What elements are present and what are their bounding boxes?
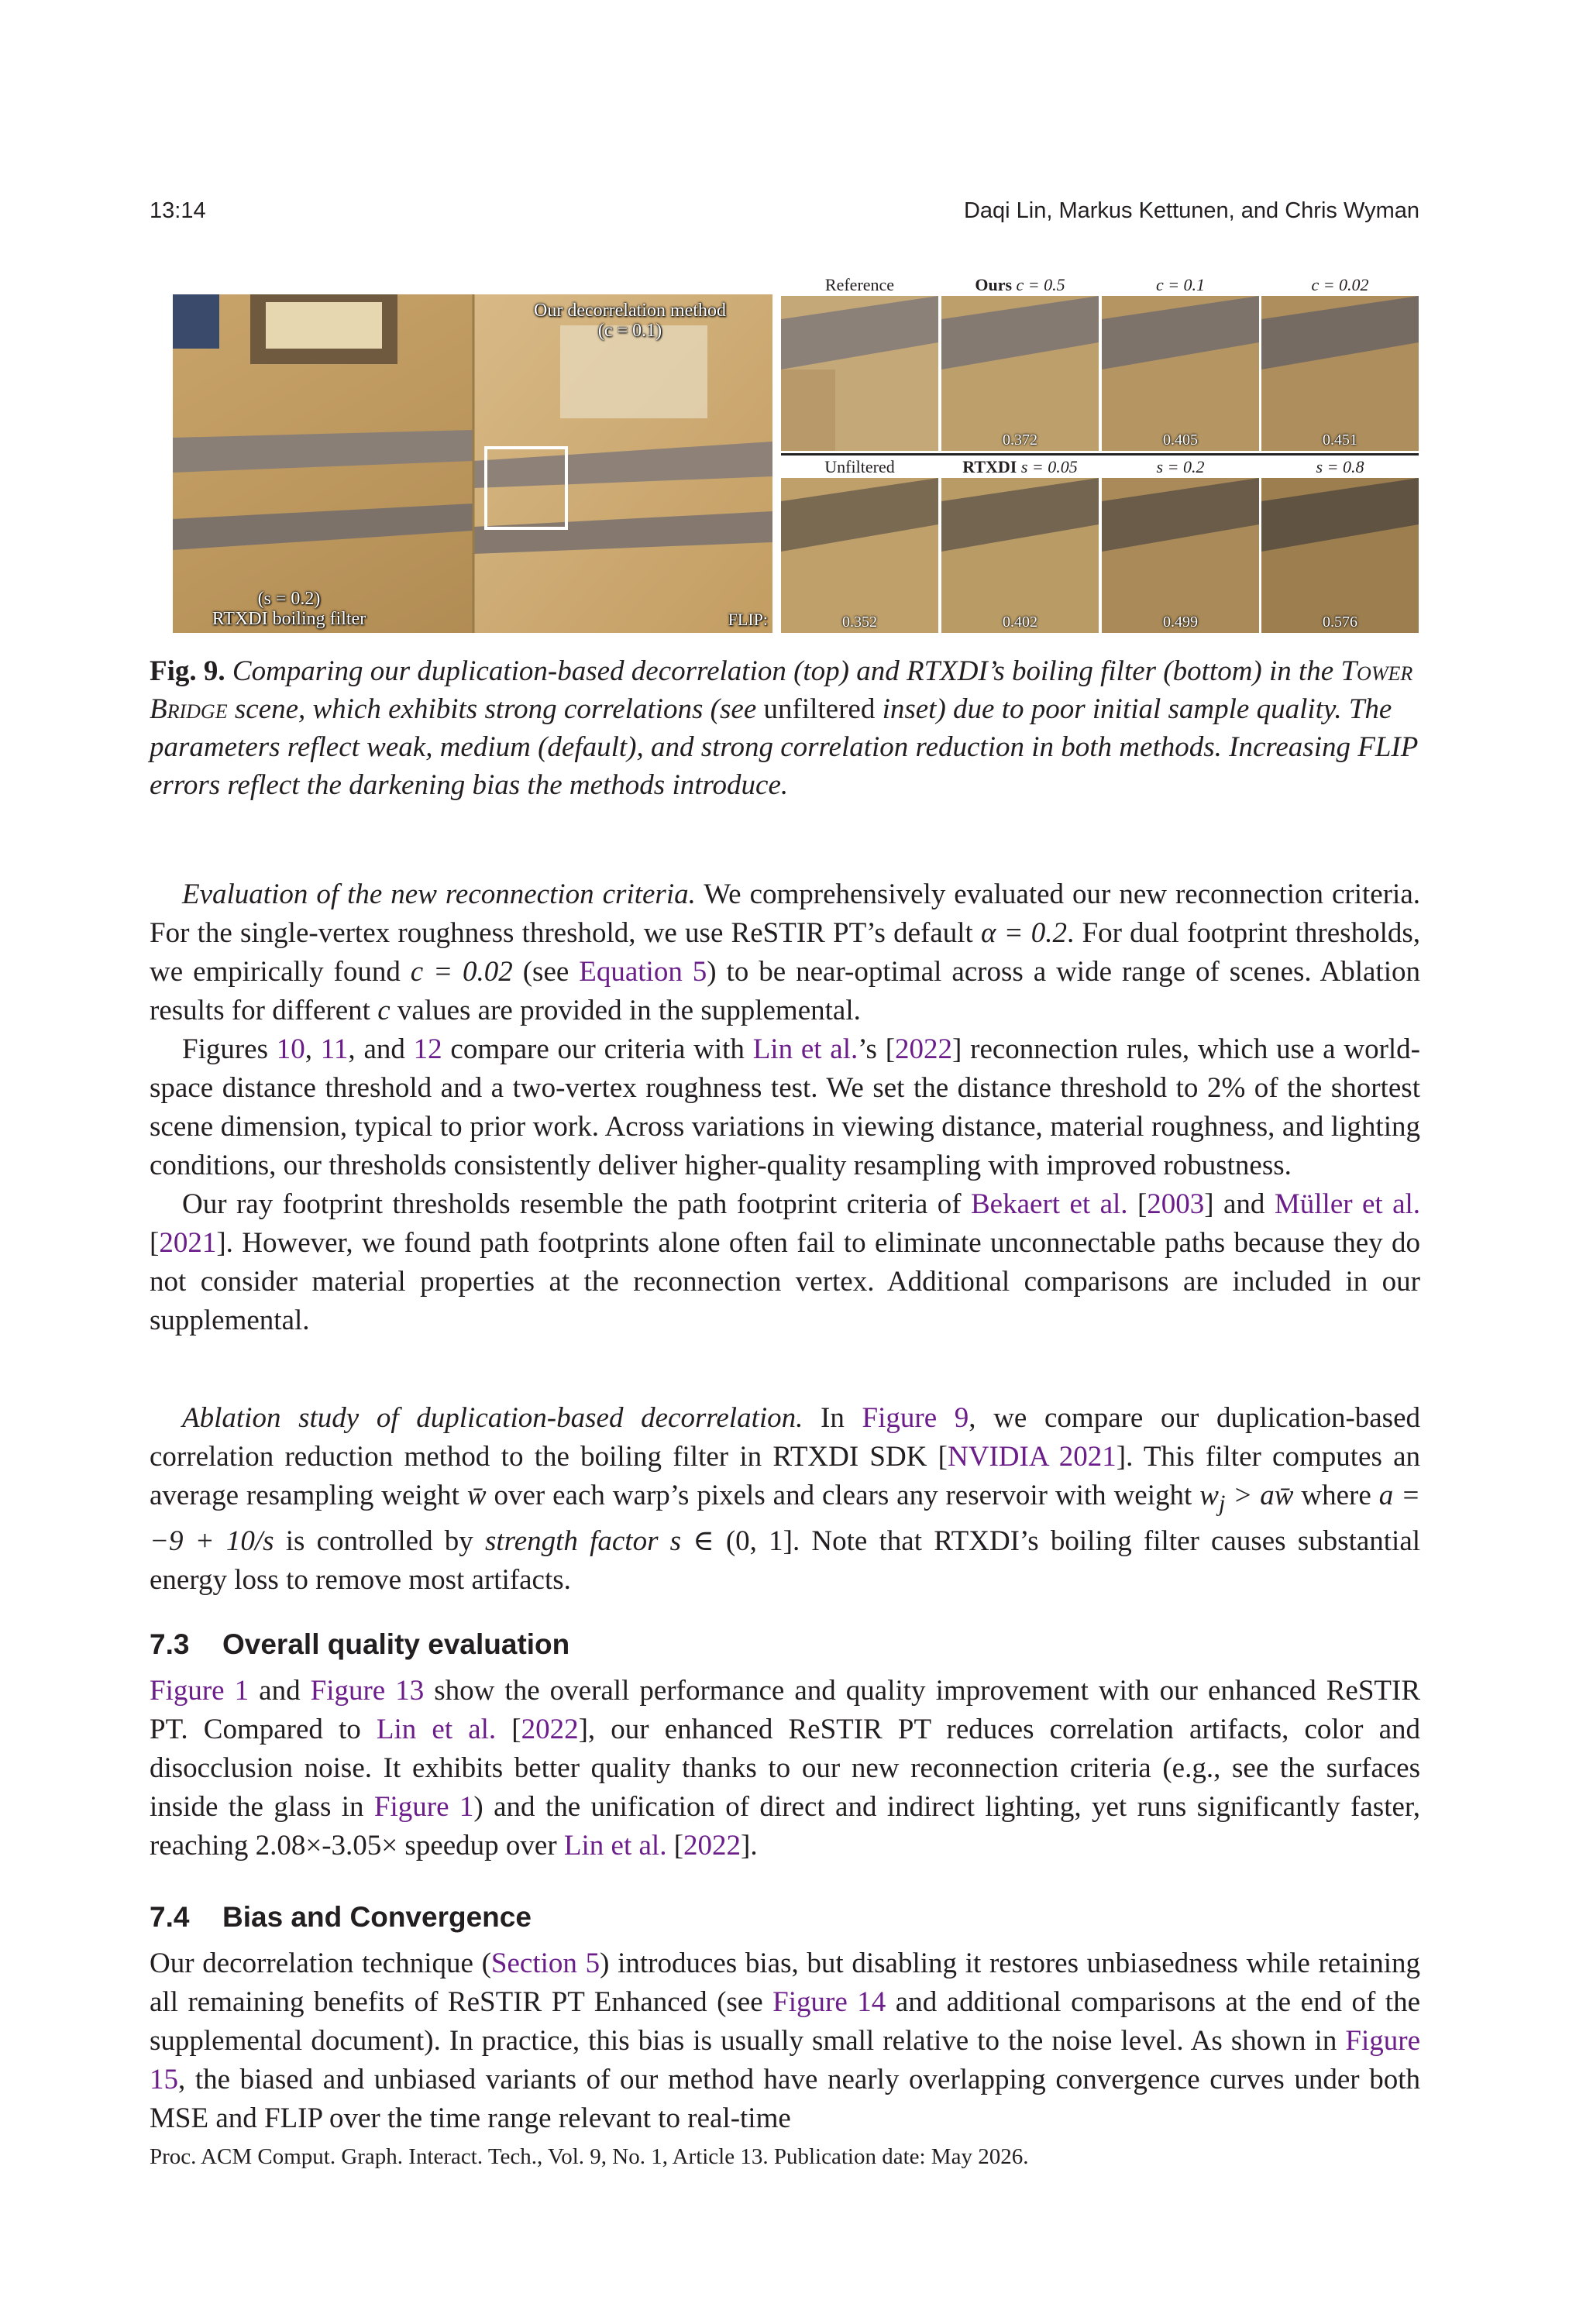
- boiling-filter-label: [188, 589, 390, 629]
- para-ablation: Ablation study of duplication-based decorrelation. In Figure 9, we compare our duplication-based correlation reduction method to the boiling filter in RTXDI SDK [NVIDIA 2021]. This filter computes an average resampling weight w̄ over each warp’s pixels and clears any reservoir with weight $w_j$ > aw̄ where a = −9 + 10/s is controlled by strength factor s ∈ (0, 1]. Note that RTXDI’s boiling filter causes substantial energy loss to remove most artifacts.: [150, 1402, 1421, 1597]
- running-header: [150, 198, 1419, 226]
- head-rtxdi-bold: RTXDI: [962, 457, 1017, 476]
- caption-part1: Comparing our duplication-based decorrelation (top) and RTXDI’s boiling filter (bottom) in the: [232, 655, 1334, 687]
- run-in-heading: Evaluation of the new reconnection criteria.: [182, 878, 696, 910]
- page-footer: Proc. ACM Comput. Graph. Interact. Tech., Vol. 9, No. 1, Article 13. Publication date: May 2026.: [150, 2144, 1029, 2169]
- figure-caption: [150, 652, 1420, 804]
- link-muller[interactable]: Müller et al.: [1274, 1188, 1421, 1220]
- head-reference: Reference: [824, 275, 895, 294]
- header-authors: Daqi Lin, Markus Kettunen, and Chris Wyman: [963, 198, 1419, 223]
- inset-rtxdi-s005: [941, 478, 1099, 633]
- caption-label: Fig. 9.: [150, 655, 225, 687]
- link-figure-10[interactable]: 10: [276, 1033, 305, 1065]
- inset-unfiltered: [781, 478, 938, 633]
- link-lin-et-al-3[interactable]: Lin et al.: [563, 1830, 667, 1862]
- link-bekaert[interactable]: Bekaert et al.: [971, 1188, 1128, 1220]
- link-2022[interactable]: 2022: [895, 1033, 953, 1065]
- flip-unfiltered: 0.352: [842, 614, 877, 631]
- flip-c002: 0.451: [1323, 431, 1357, 449]
- head-s02: [1102, 457, 1259, 477]
- head-unfiltered: Unfiltered: [824, 457, 895, 476]
- para-ray-footprint: Our ray footprint thresholds resemble the path footprint criteria of Bekaert et al. [2003] and Müller et al. [2021]. However, we found path footprints alone often fail to eliminate unconnectable paths because they do not consider material properties at the reconnection vertex. Additional comparisons are included in our supplemental.: [150, 1188, 1421, 1336]
- link-2022-b[interactable]: 2022: [521, 1714, 579, 1745]
- head-c01: [1102, 275, 1259, 295]
- section-7-3-heading: 7.3 Overall quality evaluation: [150, 1628, 570, 1660]
- flip-c01: 0.405: [1163, 431, 1198, 449]
- head-ours: [941, 275, 1099, 295]
- link-figure-1-b[interactable]: Figure 1: [373, 1791, 474, 1823]
- para-bias-convergence: Our decorrelation technique (Section 5) introduces bias, but disabling it restores unbiasedness while retaining all remaining benefits of ReSTIR PT Enhanced (see Figure 14 and additional comparisons at the end of the supplemental document). In practice, this bias is usually small relative to the noise level. As shown in Figure 15, the biased and unbiased variants of our method have nearly overlapping convergence curves under both MSE and FLIP over the time range relevant to real-time: [150, 1948, 1421, 2134]
- math-alpha: α = 0.2: [981, 917, 1068, 949]
- link-figure-12[interactable]: 12: [413, 1033, 442, 1065]
- boiling-filter-label-line2: RTXDI boiling filter: [212, 609, 366, 629]
- math-c: c = 0.02: [410, 956, 513, 988]
- link-2003[interactable]: 2003: [1147, 1188, 1205, 1220]
- decorrelation-label: [506, 301, 754, 341]
- caption-upright: unfiltered: [763, 693, 876, 725]
- flip-s08: 0.576: [1323, 614, 1357, 631]
- run-in-ablation: Ablation study of duplication-based decorrelation.: [182, 1402, 803, 1434]
- figure-9: [173, 275, 1419, 633]
- decorrelation-label-line1: Our decorrelation method: [534, 301, 726, 321]
- body-block-1: [150, 875, 1420, 1340]
- inset-c002: [1261, 296, 1419, 451]
- flip-s02: 0.499: [1163, 614, 1198, 631]
- boiling-filter-label-line1: (s = 0.2): [257, 589, 321, 609]
- tower-bridge-image: [173, 294, 772, 633]
- body-block-2: [150, 1399, 1420, 1600]
- section-7-4-heading: 7.4 Bias and Convergence: [150, 1901, 532, 1933]
- flip-ours-c05: 0.372: [1003, 431, 1037, 449]
- inset-c01: [1102, 296, 1259, 451]
- head-c002: [1261, 275, 1419, 295]
- link-figure-13[interactable]: Figure 13: [310, 1675, 425, 1707]
- head-ours-bold: Ours: [975, 275, 1013, 294]
- link-2022-c[interactable]: 2022: [683, 1830, 741, 1862]
- link-lin-et-al[interactable]: Lin et al.: [752, 1033, 858, 1065]
- link-figure-9[interactable]: Figure 9: [862, 1402, 969, 1434]
- flip-label: FLIP:: [728, 610, 768, 629]
- page-number: 13:14: [150, 198, 206, 223]
- link-nvidia-2021[interactable]: NVIDIA 2021: [948, 1441, 1117, 1473]
- tower-bridge-render: [173, 294, 772, 633]
- head-s08: [1261, 457, 1419, 477]
- head-c002-text: c = 0.02: [1311, 275, 1369, 294]
- head-s08-text: s = 0.8: [1316, 457, 1364, 476]
- decorrelation-label-line2: (c = 0.1): [597, 321, 662, 341]
- caption-part3: inset) due to poor initial sample quality. The parameters reflect weak, medium (default), and strong correlation reduction in both methods. Increasing FLIP errors reflect the darkening bias the methods introduce.: [150, 693, 1418, 801]
- inset-s08: [1261, 478, 1419, 633]
- inset-ours-c05: [941, 296, 1099, 451]
- caption-part2: scene, which exhibits strong correlations (see: [234, 693, 757, 725]
- body-block-3: [150, 1672, 1420, 1865]
- flip-rtxdi-s005: 0.402: [1003, 614, 1037, 631]
- head-rtxdi-param: s = 0.05: [1020, 457, 1078, 476]
- head-c01-text: c = 0.1: [1155, 275, 1206, 294]
- body-block-4: [150, 1944, 1420, 2138]
- inset-grid: [781, 275, 1419, 633]
- head-ours-param: c = 0.5: [1016, 275, 1065, 294]
- para-figures-compare: Figures 10, 11, and 12 compare our criteria with Lin et al.’s [2022] reconnection rules, which use a world-space distance threshold and a two-vertex roughness test. We set the distance threshold to 2% of the shortest scene dimension, typical to prior work. Across variations in viewing distance, material roughness, and lighting conditions, our thresholds consistently deliver higher-quality resampling with improved robustness.: [150, 1033, 1420, 1181]
- caption-scene: Tower Bridge: [150, 655, 1413, 725]
- link-figure-11[interactable]: 11: [320, 1033, 349, 1065]
- para-overall-quality: Figure 1 and Figure 13 show the overall performance and quality improvement with our enhanced ReSTIR PT. Compared to Lin et al. [2022], our enhanced ReSTIR PT reduces correlation artifacts, color and disocclusion noise. It exhibits better quality thanks to our new reconnection criteria (e.g., see the surfaces inside the glass in Figure 1) and the unification of direct and indirect lighting, yet runs significantly faster, reaching 2.08×-3.05× speedup over Lin et al. [2022].: [150, 1675, 1421, 1862]
- head-s02-text: s = 0.2: [1156, 457, 1205, 476]
- link-section-5[interactable]: Section 5: [490, 1948, 600, 1979]
- inset-reference: [781, 296, 938, 451]
- link-figure-15[interactable]: Figure 15: [150, 2025, 1420, 2095]
- link-lin-et-al-2[interactable]: Lin et al.: [376, 1714, 497, 1745]
- link-2021[interactable]: 2021: [159, 1227, 217, 1259]
- link-figure-14[interactable]: Figure 14: [772, 1986, 886, 2018]
- head-rtxdi: [941, 457, 1099, 477]
- inset-s02: [1102, 478, 1259, 633]
- row-divider: [781, 453, 1419, 456]
- link-equation-5[interactable]: Equation 5: [579, 956, 707, 988]
- para-reconnection-criteria: Evaluation of the new reconnection criteria. We comprehensively evaluated our new reconnection criteria. For the single-vertex roughness threshold, we use ReSTIR PT’s default α = 0.2. For dual footprint thresholds, we empirically found c = 0.02 (see Equation 5) to be near-optimal across a wide range of scenes. Ablation results for different c values are provided in the supplemental.: [150, 878, 1421, 1026]
- link-figure-1[interactable]: Figure 1: [150, 1675, 249, 1707]
